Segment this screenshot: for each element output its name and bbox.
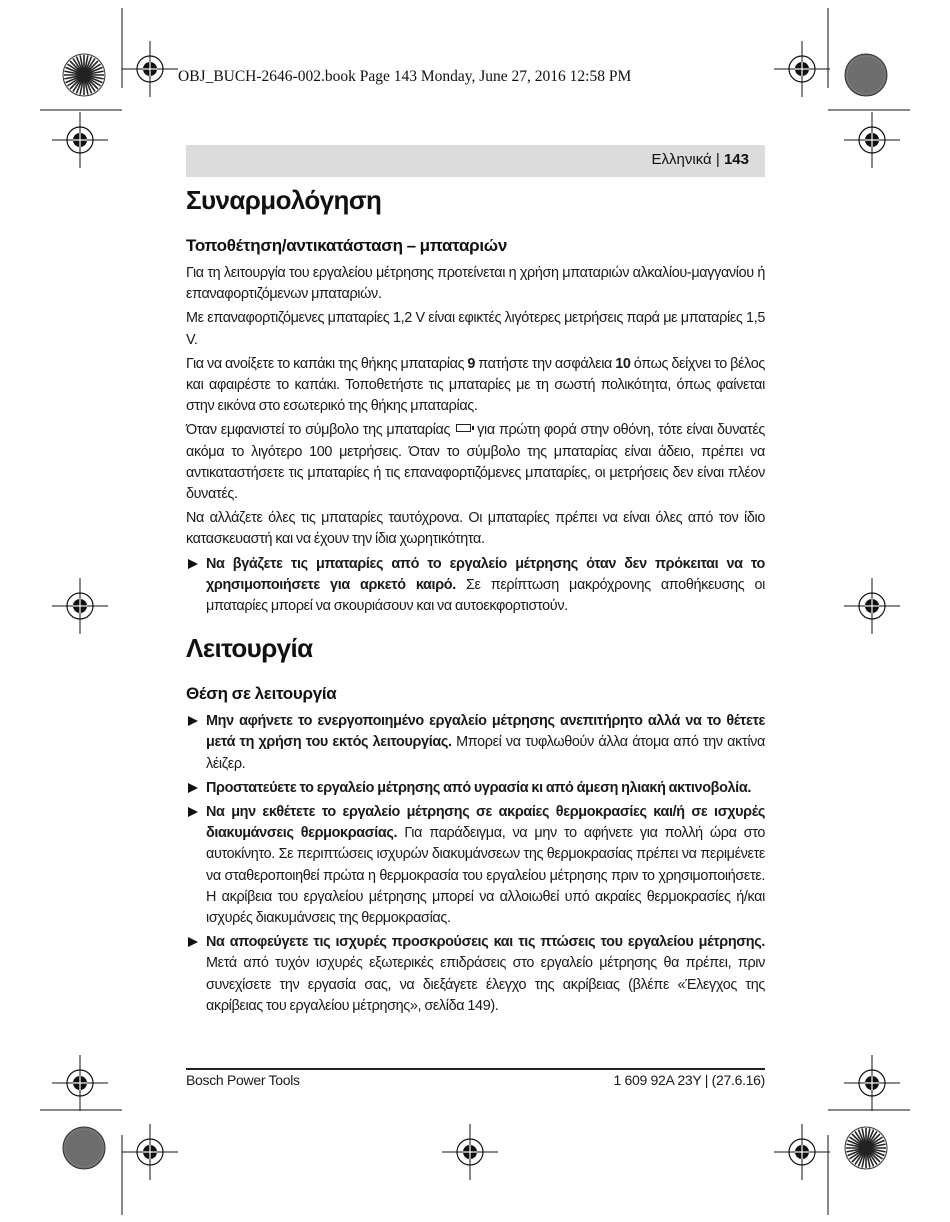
footer-doc-id: 1 609 92A 23Y | (27.6.16) xyxy=(613,1072,765,1088)
bullet-triangle-icon xyxy=(188,716,198,726)
section-title-operation: Λειτουργία xyxy=(186,633,313,664)
print-slug: OBJ_BUCH-2646-002.book Page 143 Monday, June 27, 2016 12:58 PM xyxy=(178,68,632,85)
battery-icon xyxy=(456,424,471,432)
bullet-bold: Να αποφεύγετε τις ισχυρές προσκρούσεις και τις πτώσεις του εργαλείου μέτρησης. xyxy=(206,934,765,951)
bullet-bold: Μην αφήνετε το ενεργοποιημένο εργαλείο μέτρησης ανεπιτήρητο αλλά να το θέτετε μετά τη χρήση του εκτός λειτουργίας. xyxy=(206,713,765,751)
page-body xyxy=(186,183,765,1020)
reference-number: 10 xyxy=(615,355,631,372)
header-text xyxy=(652,151,749,168)
paragraph-text: πατήστε την ασφάλεια xyxy=(475,355,616,372)
running-header xyxy=(186,145,765,177)
footer-rule xyxy=(186,1068,765,1070)
bullet-bold: Προστατεύετε το εργαλείο μέτρησης από υγρασία κι από άμεση ηλιακή ακτινοβολία. xyxy=(206,779,751,796)
paragraph-text: Για να ανοίξετε το καπάκι της θήκης μπαταρίας xyxy=(186,355,468,372)
header-language: Ελληνικά xyxy=(651,151,712,168)
bullet-text: Σε περίπτωση μακρόχρονης αποθήκευσης οι μπαταρίες μπορεί να σκουριάσουν και να αυτοεκφορτιστούν. xyxy=(206,576,765,615)
paragraph: Για τη λειτουργία του εργαλείου μέτρησης προτείνεται η χρήση μπαταριών αλκαλίου-μαγγανίου ή επαναφορτιζόμενων μπαταριών. xyxy=(186,265,765,303)
page-number: 143 xyxy=(723,151,749,168)
warning-bullet xyxy=(186,932,765,1017)
reference-number: 9 xyxy=(467,355,476,372)
warning-bullet xyxy=(186,778,765,799)
bullet-triangle-icon xyxy=(188,783,198,793)
section-title-assembly: Συναρμολόγηση xyxy=(186,185,382,215)
bullet-text: Για παράδειγμα, να μην το αφήνετε για πολλή ώρα στο αυτοκίνητο. Σε περιπτώσεις ισχυρών διακυμάνσεων της θερμοκρασίας πρέπει να περιμένετε να σταθεροποιηθεί πρώτα η θερμοκρασία του εργαλείου μέτρησης πριν το χρησιμοποιήσετε. Η ακρίβεια του εργαλείου μέτρησης μπορεί να αλλοιωθεί υπό ακραίες θερμοκρασίες ή/και ισχυρές διακυμάνσεις της θερμοκρασίας. xyxy=(206,825,765,927)
warning-bullet xyxy=(186,711,765,775)
subsection-title-batteries: Τοποθέτηση/αντικατάσταση – μπαταριών xyxy=(186,236,507,255)
paragraph-text: για πρώτη φορά στην οθόνη, τότε είναι δυνατές ακόμα το λιγότερο 100 μετρήσεις. Όταν το σύμβολο της μπαταρίας είναι άδειο, πρέπει να αντικαταστήσετε τις μπαταρίες ή τις επαναφορτιζόμενες μπαταρίες, οι μετρήσεις δεν είναι πλέον δυνατές. xyxy=(186,422,765,503)
bullet-triangle-icon xyxy=(188,559,198,569)
paragraph: Με επαναφορτιζόμενες μπαταρίες 1,2 V είναι εφικτές λιγότερες μετρήσεις παρά με μπαταρίες 1,5 V. xyxy=(186,310,765,348)
bullet-triangle-icon xyxy=(188,807,198,817)
bullet-bold: Να μην εκθέτετε το εργαλείο μέτρησης σε ακραίες θερμοκρασίες και/ή σε ισχυρές διακυμάνσεις θερμοκρασίας. xyxy=(206,804,765,842)
header-separator: | xyxy=(715,151,720,168)
subsection-title-startup: Θέση σε λειτουργία xyxy=(186,684,337,704)
bullet-text: Μπορεί να τυφλωθούν άλλα άτομα από την ακτίνα λέιζερ. xyxy=(206,734,765,772)
paragraph-text: όπως δείχνει το βέλος και αφαιρέστε το καπάκι. Τοποθετήστε τις μπαταρίες με τη σωστή πολικότητα, όπως φαίνεται στην εικόνα στο εσωτερικό της θήκης μπαταρίας. xyxy=(186,355,765,415)
bullet-bold: Να βγάζετε τις μπαταρίες από το εργαλείο μέτρησης όταν δεν πρόκειται να το χρησιμοποιήσετε για αρκετό καιρό. xyxy=(206,555,765,593)
warning-bullet xyxy=(186,802,765,929)
bullet-triangle-icon xyxy=(188,937,198,947)
footer-publisher: Bosch Power Tools xyxy=(186,1072,300,1088)
bullet-text: Μετά από τυχόν ισχυρές εξωτερικές επιδράσεις στο εργαλείο μέτρησης θα πρέπει, πριν συνεχίσετε την εργασία σας, να διεξάγετε έλεγχο της ακρίβειας (βλέπε «Έλεγχος της ακρίβειας του εργαλείου μέτρησης», σελίδα 149). xyxy=(206,955,765,1014)
paragraph-text: Όταν εμφανιστεί το σύμβολο της μπαταρίας xyxy=(186,422,451,439)
paragraph xyxy=(186,420,765,505)
warning-bullet xyxy=(186,554,765,618)
paragraph: Να αλλάζετε όλες τις μπαταρίες ταυτόχρονα. Οι μπαταρίες πρέπει να είναι όλες από τον ίδιο κατασκευαστή και να έχουν την ίδια χωρητικότητα. xyxy=(186,510,765,548)
paragraph xyxy=(186,354,765,418)
